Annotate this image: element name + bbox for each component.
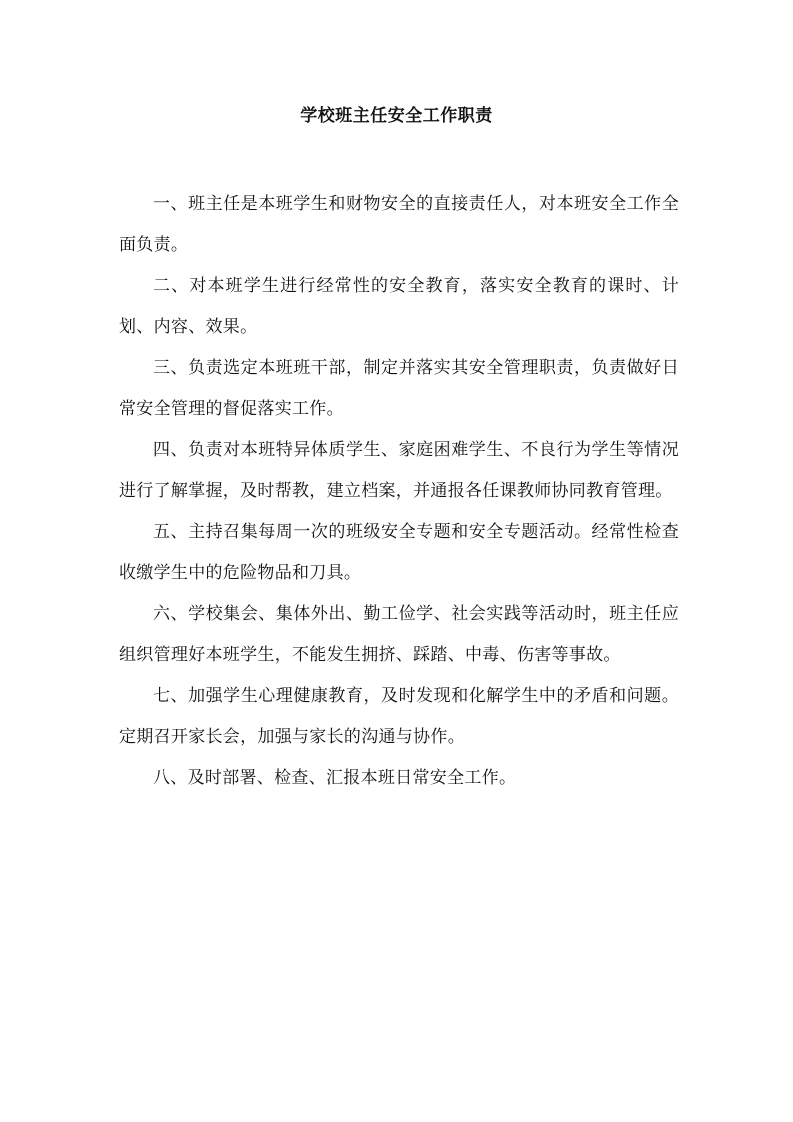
duty-item-3: 三、负责选定本班班干部，制定并落实其安全管理职责，负责做好日常安全管理的督促落实工作。	[119, 358, 679, 419]
duty-item-8: 八、及时部署、检查、汇报本班日常安全工作。	[153, 768, 517, 788]
duty-item-4: 四、负责对本班特异体质学生、家庭困难学生、不良行为学生等情况进行了解掌握，及时帮教，建立档案，并通报各任课教师协同教育管理。	[119, 440, 679, 501]
duty-item-2: 二、对本班学生进行经常性的安全教育，落实安全教育的课时、计划、内容、效果。	[119, 276, 679, 337]
duty-item-6: 六、学校集会、集体外出、勤工俭学、社会实践等活动时，班主任应组织管理好本班学生，不能发生拥挤、踩踏、中毒、伤害等事故。	[119, 604, 679, 665]
duty-item-5: 五、主持召集每周一次的班级安全专题和安全专题活动。经常性检查收缴学生中的危险物品和刀具。	[119, 522, 679, 583]
duty-item-1: 一、班主任是本班学生和财物安全的直接责任人，对本班安全工作全面负责。	[119, 194, 679, 255]
duty-item-7: 七、加强学生心理健康教育，及时发现和化解学生中的矛盾和问题。定期召开家长会，加强与家长的沟通与协作。	[119, 686, 679, 747]
document-title: 学校班主任安全工作职责	[300, 106, 493, 126]
document-body	[119, 184, 679, 799]
